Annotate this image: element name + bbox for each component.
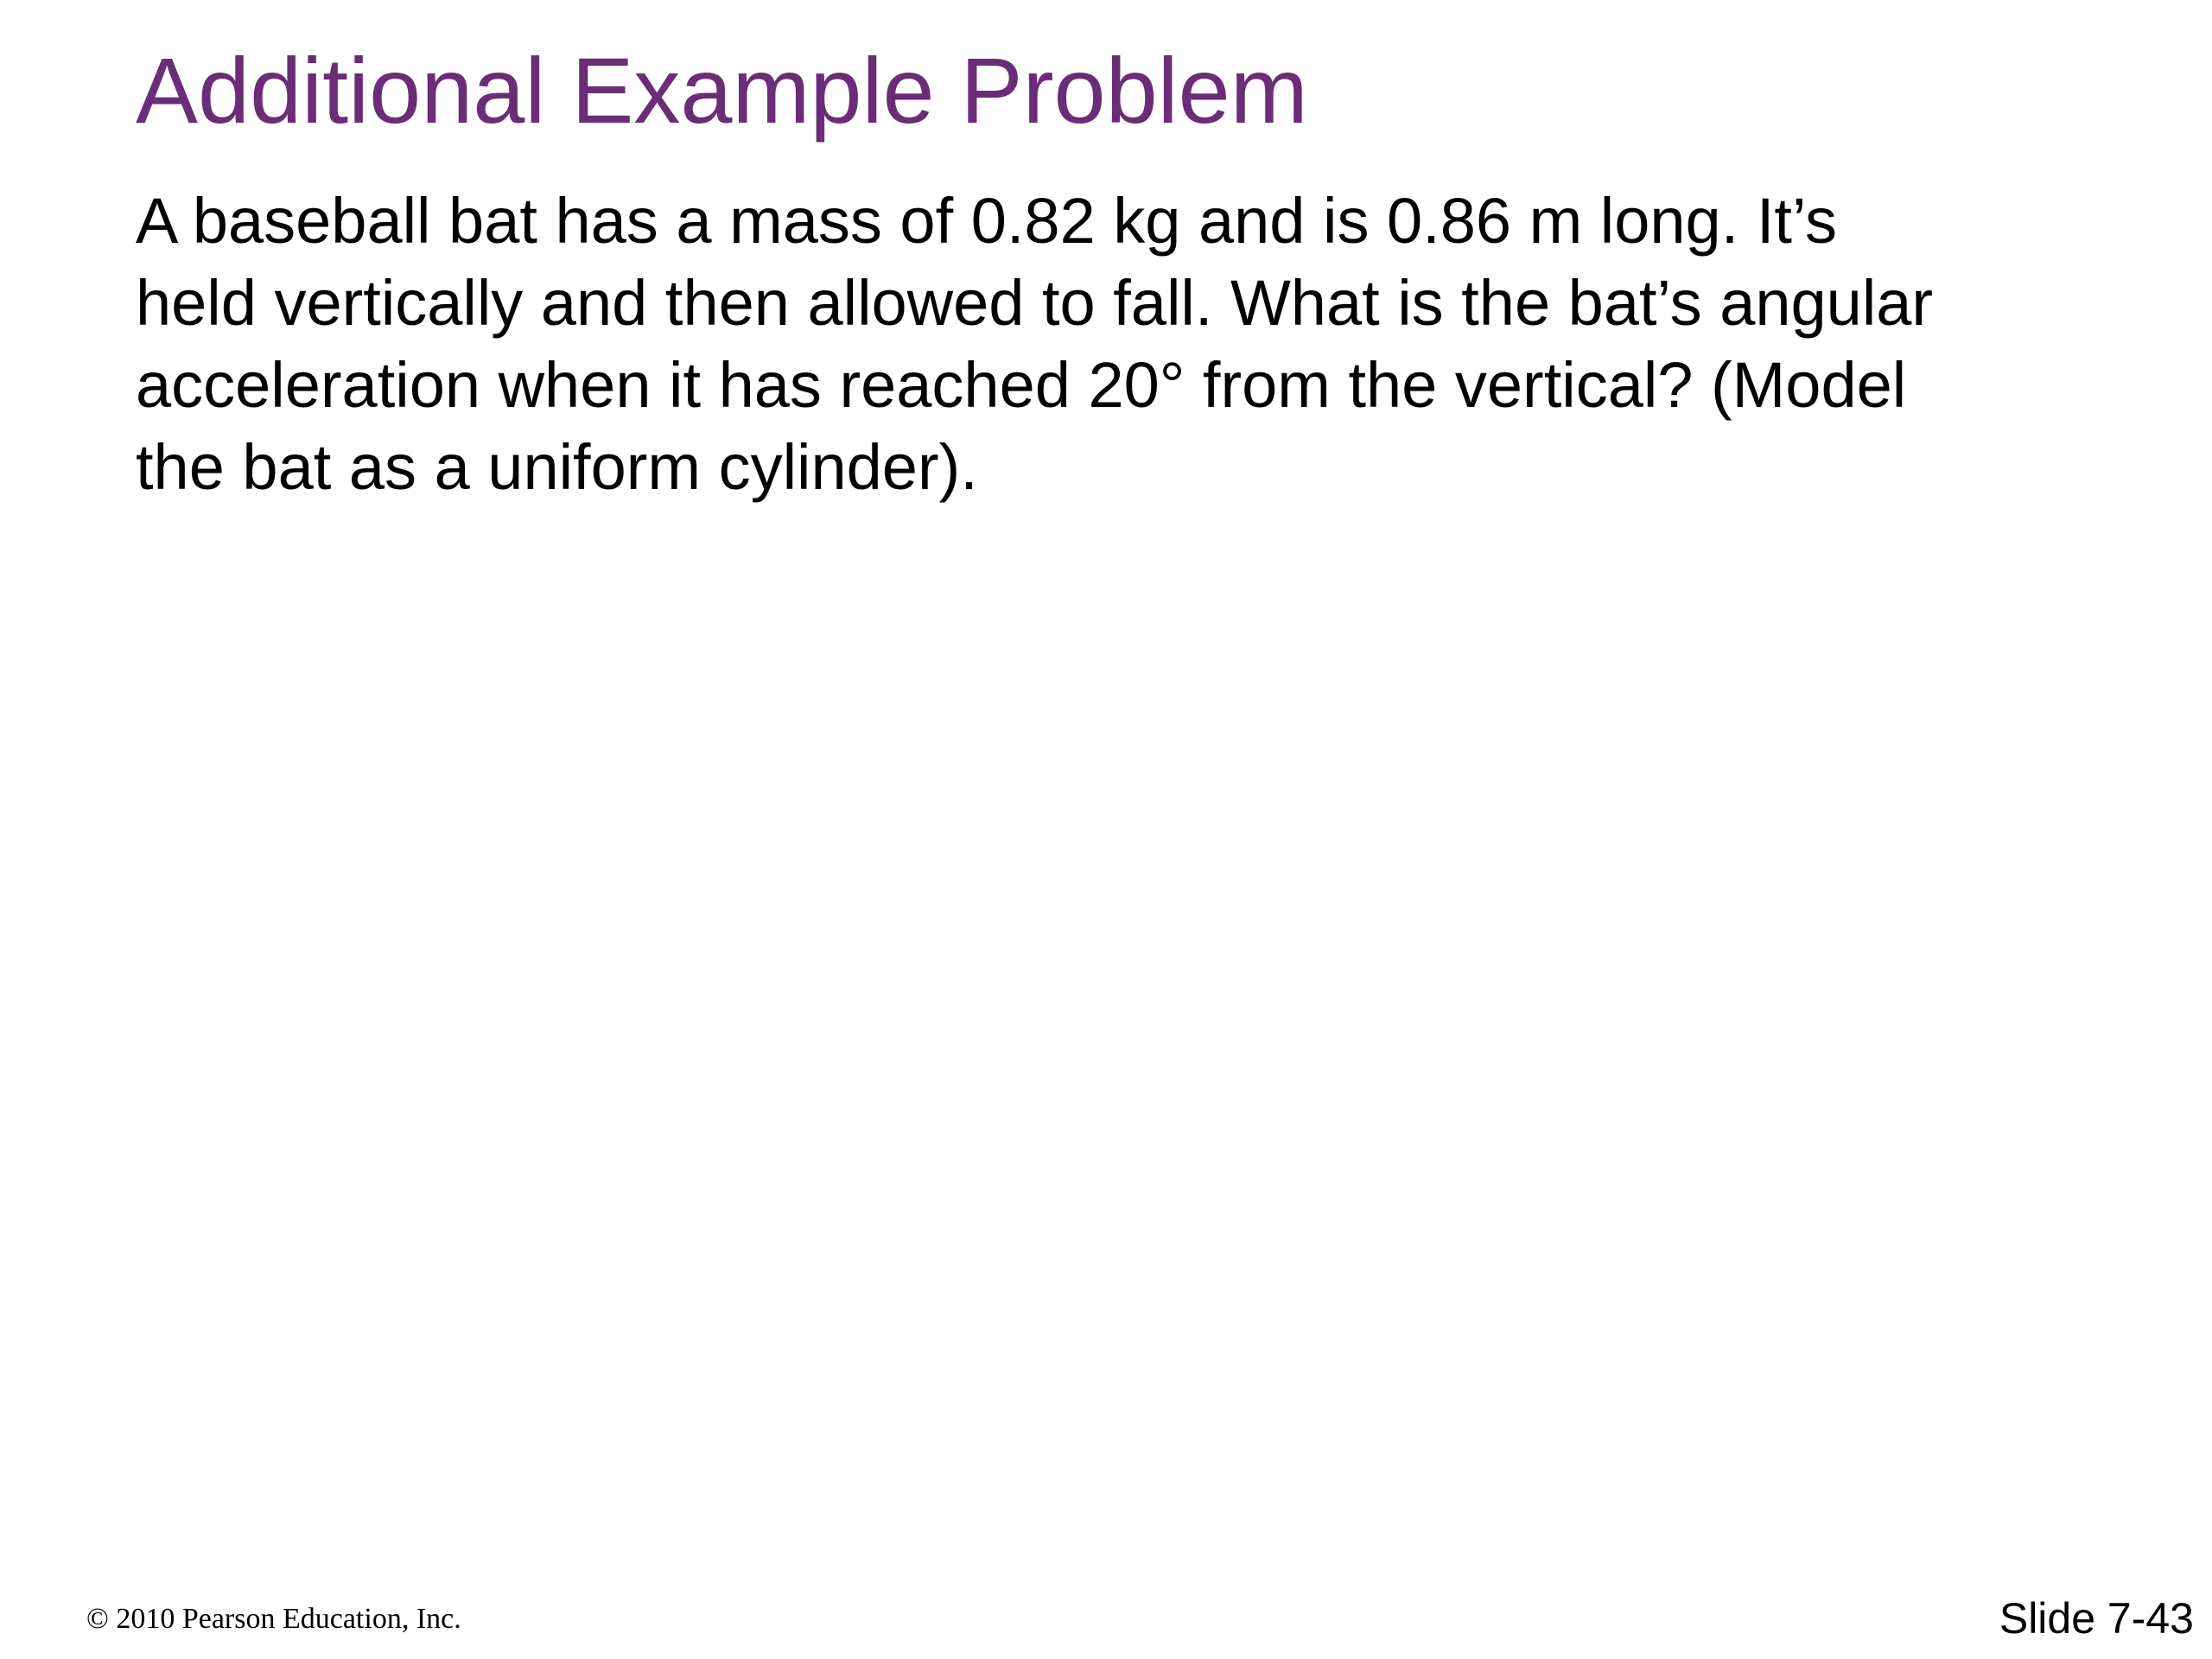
copyright-notice: © 2010 Pearson Education, Inc. — [86, 1603, 461, 1635]
problem-text — [136, 180, 2088, 508]
problem-text-line: acceleration when it has reached 20° from the vertical? (Model — [136, 349, 1907, 421]
problem-text-line: held vertically and then allowed to fall. What is the bat’s angular — [136, 267, 1934, 339]
problem-text-line: the bat as a uniform cylinder). — [136, 431, 978, 503]
slide-title: Additional Example Problem — [136, 38, 1308, 143]
problem-text-line: A baseball bat has a mass of 0.82 kg and is 0.86 m long. It’s — [136, 185, 1838, 257]
slide-number: Slide 7-43 — [1999, 1594, 2194, 1643]
